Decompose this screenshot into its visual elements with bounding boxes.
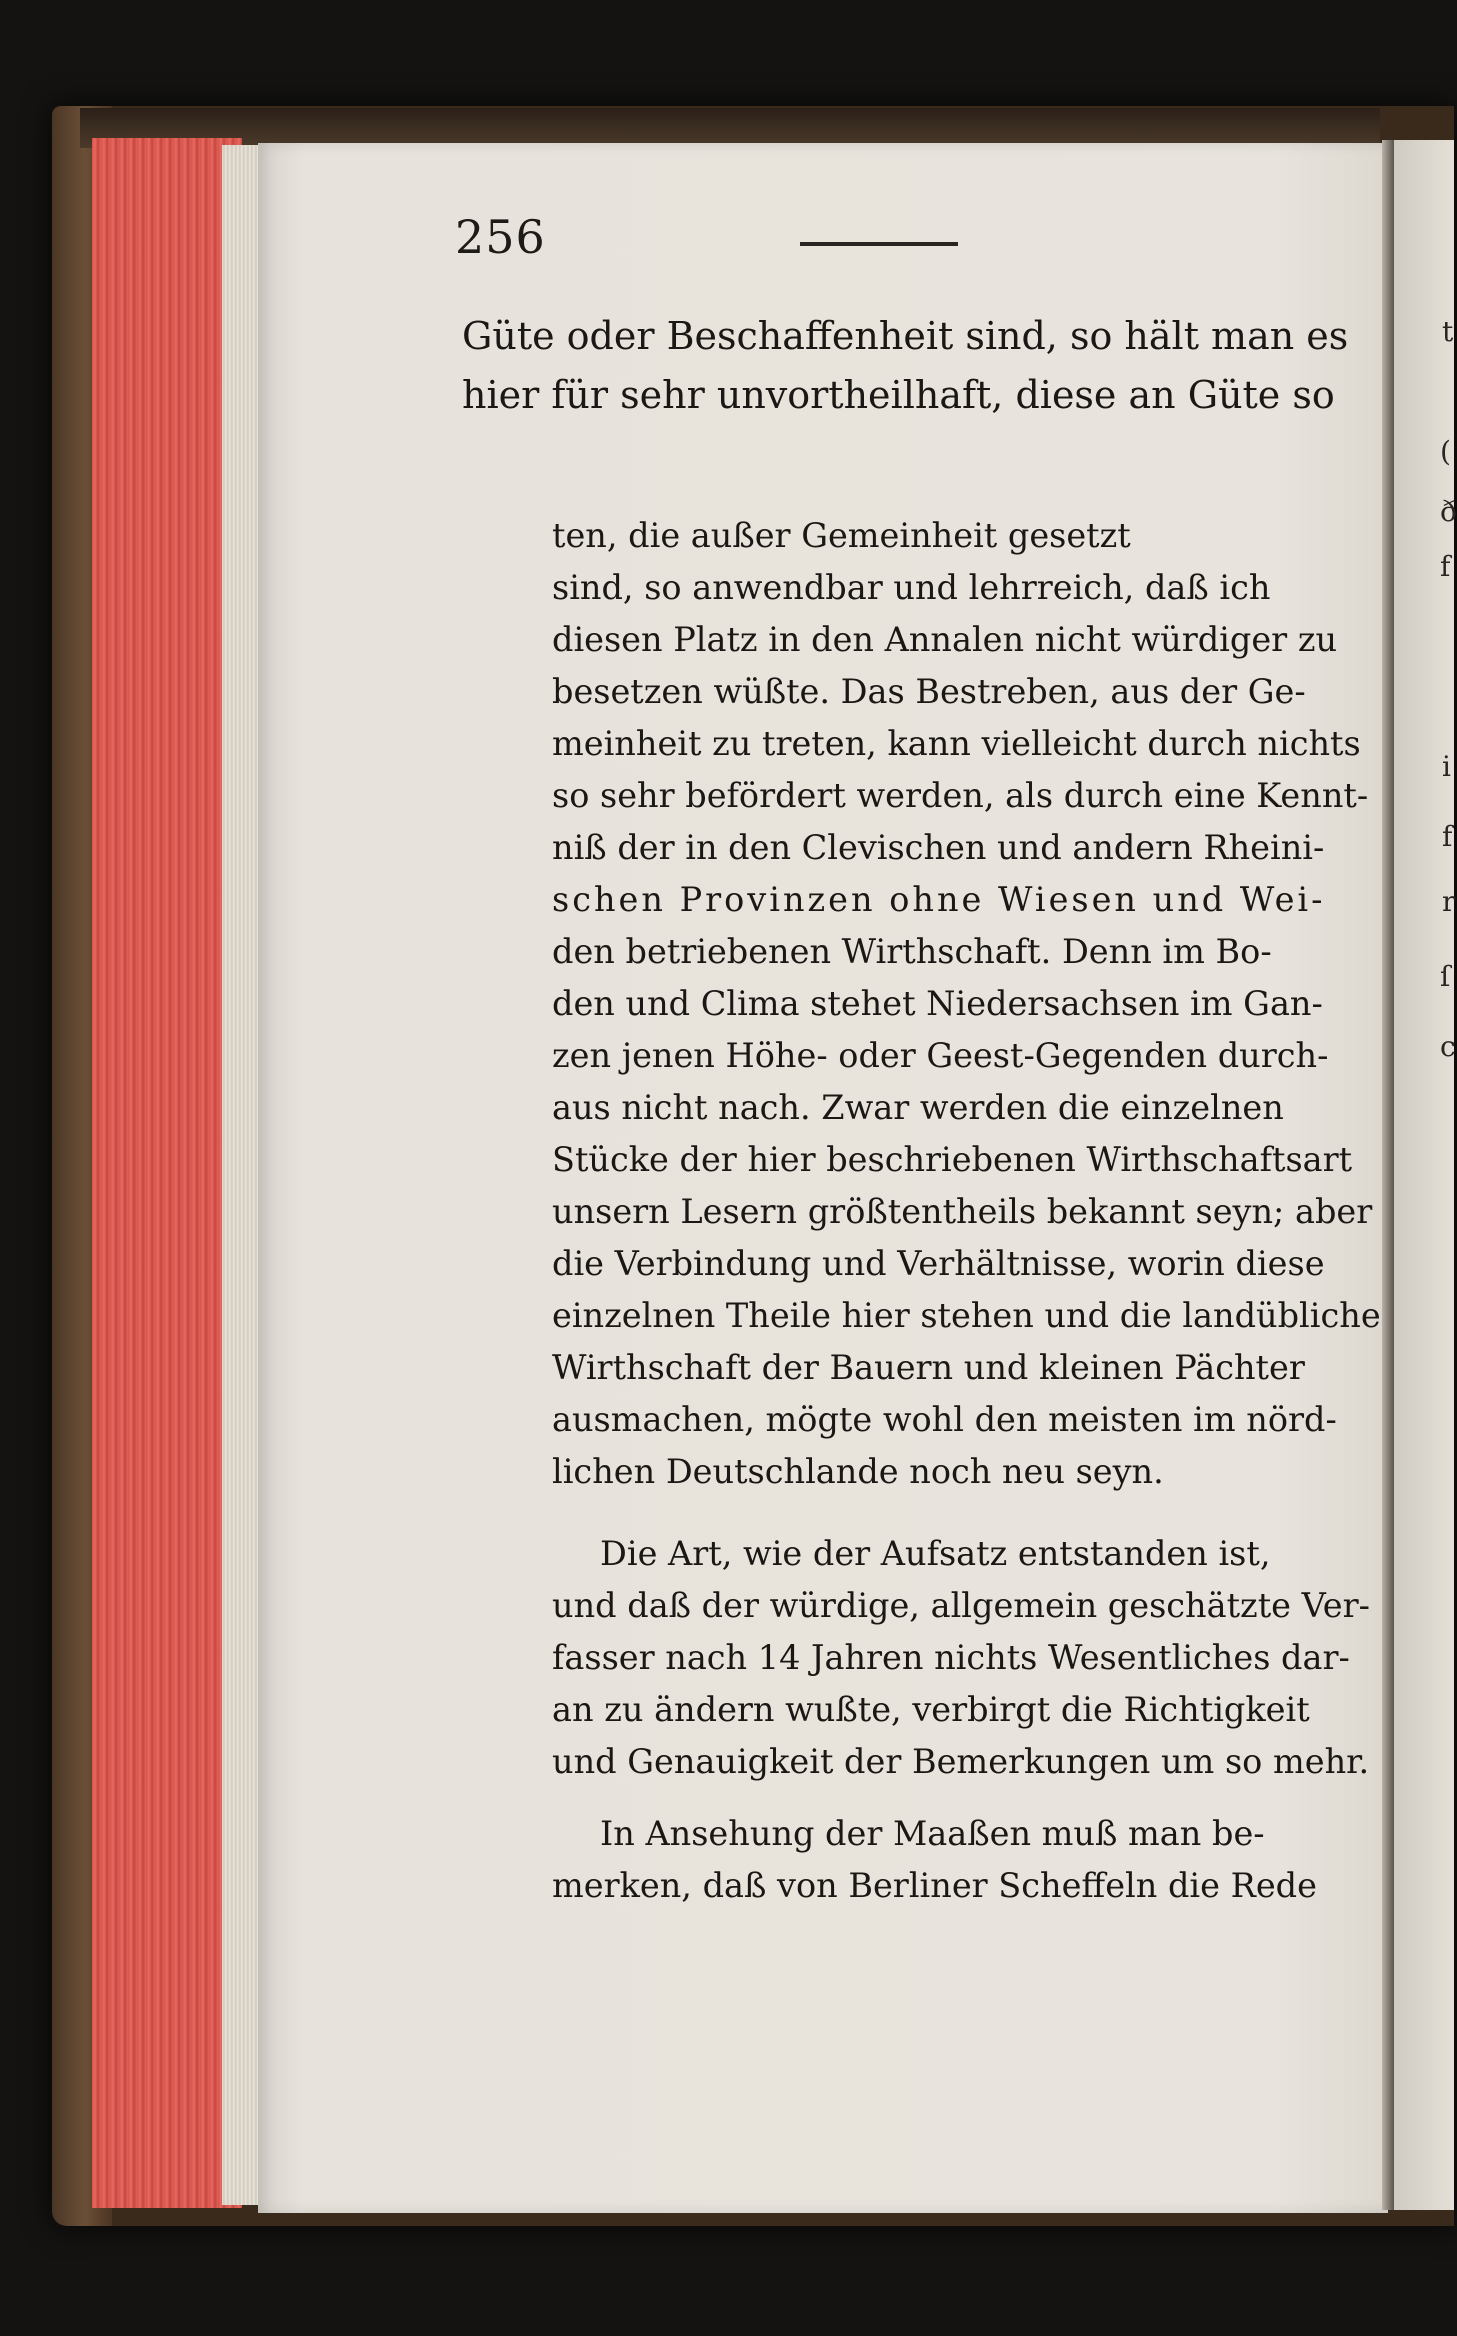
text-line: Wirthschaft der Bauern und kleinen Pächter [552,1348,1305,1387]
text-line: den betriebenen Wirthschaft. Denn im Bo- [552,932,1272,971]
text-line: Güte oder Beschaffenheit sind, so hält man es [462,314,1349,358]
page-block-edges [222,145,262,2205]
right-page-fragment: f [1442,820,1453,853]
right-page-fragment: f [1440,550,1451,583]
right-page-fragment: ( [1440,435,1451,468]
right-page-fragment: i [1442,750,1451,783]
text-line: Stücke der hier beschriebenen Wirthschaftsart [552,1140,1353,1179]
text-line: und daß der würdige, allgemein geschätzte Ver- [552,1586,1370,1625]
text-line: aus nicht nach. Zwar werden die einzelnen [552,1088,1284,1127]
text-line: einzelnen Theile hier stehen und die landübliche [552,1296,1381,1335]
text-line: so sehr befördert werden, als durch eine Kennt- [552,776,1369,815]
text-line: meinheit zu treten, kann vielleicht durch nichts [552,724,1361,763]
text-line: zen jenen Höhe- oder Geest-Gegenden durch- [552,1036,1329,1075]
right-page-fragment: ð [1440,495,1457,528]
page-number: 256 [455,210,546,264]
text-line: diesen Platz in den Annalen nicht würdiger zu [552,620,1338,659]
text-line: an zu ändern wußte, verbirgt die Richtigkeit [552,1690,1310,1729]
text-line: den und Clima stehet Niedersachsen im Gan- [552,984,1323,1023]
text-line: ausmachen, mögte wohl den meisten im nörd- [552,1400,1337,1439]
right-page-fragment: t [1442,315,1454,348]
text-line: hier für sehr unvortheilhaft, diese an Güte so [462,373,1335,417]
text-line: lichen Deutschlande noch neu seyn. [552,1452,1164,1491]
text-line: niß der in den Clevischen und andern Rheini- [552,828,1325,867]
text-line: sind, so anwendbar und lehrreich, daß ich [552,568,1271,607]
right-page-sliver [1394,140,1457,2210]
book-top-edge [80,108,1380,148]
text-line: besetzen wüßte. Das Bestreben, aus der Ge- [552,672,1306,711]
text-line: In Ansehung der Maaßen muß man be- [600,1814,1265,1853]
text-line: und Genauigkeit der Bemerkungen um so mehr. [552,1742,1370,1781]
red-page-edges [92,138,242,2208]
text-line: ten, die außer Gemeinheit gesetzt [552,516,1131,555]
text-line: fasser nach 14 Jahren nichts Wesentliches dar- [552,1638,1350,1677]
text-line: die Verbindung und Verhältnisse, worin diese [552,1244,1325,1283]
right-page-fragment: ſ [1440,960,1451,993]
text-line: merken, daß von Berliner Scheffeln die Rede [552,1866,1317,1905]
right-page-fragment: r [1442,885,1456,918]
text-line: unsern Lesern größtentheils bekannt seyn; aber [552,1192,1373,1231]
text-line: Die Art, wie der Aufsatz entstanden ist, [600,1534,1271,1573]
right-page-fragment: c [1440,1030,1456,1063]
text-line: schen Provinzen ohne Wiesen und Wei- [552,880,1326,919]
header-rule [800,242,958,246]
